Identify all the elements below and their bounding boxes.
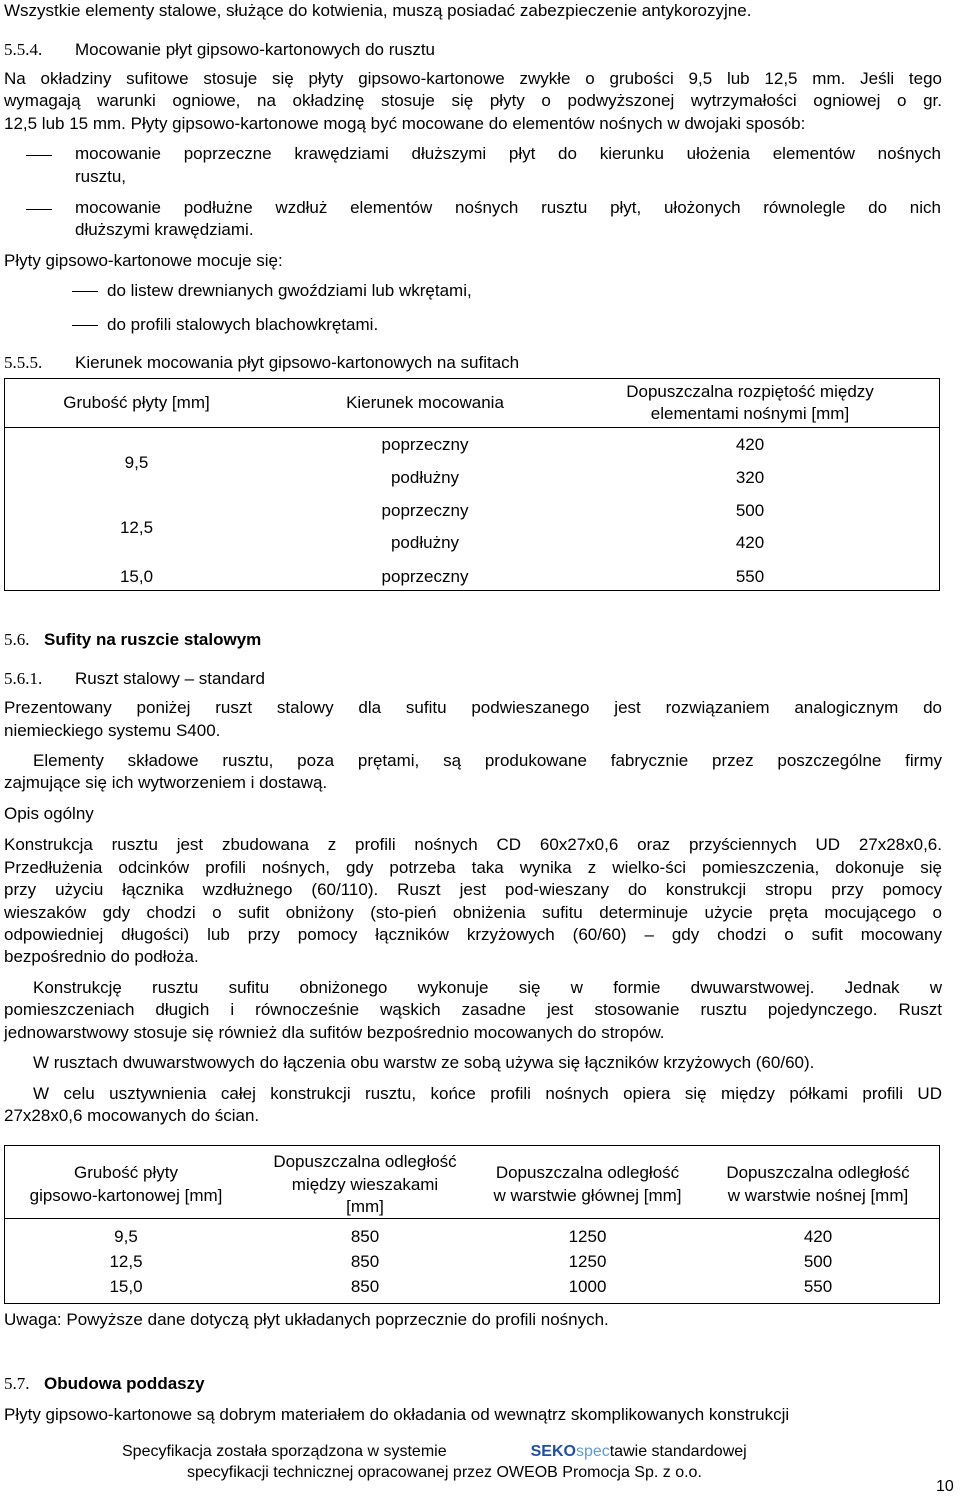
- section-number: 5.7.: [4, 1374, 30, 1393]
- table-cell: 850: [350, 1227, 380, 1246]
- table-cell-direction: poprzeczny: [381, 435, 469, 454]
- footer-text: Specyfikacja została sporządzona w systemie: [122, 1443, 447, 1460]
- section-title: Sufity na ruszcie stalowym: [44, 630, 262, 649]
- table-cell: 1000: [568, 1277, 607, 1296]
- section-title: Obudowa poddaszy: [44, 1374, 205, 1393]
- table-cell-value: 320: [735, 468, 765, 487]
- paragraph-line: Konstrukcja rusztu jest zbudowana z profili nośnych CD 60x27x0,6 oraz przyściennych UD 27x28x0,6.: [4, 835, 942, 854]
- paragraph-line: wymagają warunki ogniowe, na okładzinę stosuje się płyty o podwyższonej wytrzymałości ogniowej o gr.: [4, 91, 942, 110]
- table-cell: 12,5: [109, 1252, 143, 1271]
- footer-line: [122, 1441, 747, 1463]
- paragraph-line: jednowarstwowy stosuje się również dla sufitów bezpośrednio mocowanych do stropów.: [4, 1023, 665, 1042]
- table-header: Dopuszczalna odległość: [726, 1163, 910, 1182]
- paragraph-line: Przedłużenia odcinków profili nośnych, gdy potrzeba taka wynika z wielko-ści pomieszczenia, dokonuje się: [4, 858, 942, 877]
- bullet-text: rusztu,: [75, 167, 127, 186]
- paragraph-line: bezpośrednio do podłoża.: [4, 947, 199, 966]
- bullet-text: do profili stalowych blachowkrętami.: [107, 315, 379, 334]
- paragraph-line: Prezentowany poniżej ruszt stalowy dla sufitu podwieszanego jest rozwiązaniem analogicznym do: [4, 698, 942, 717]
- table-cell-thickness: 12,5: [119, 518, 154, 537]
- dash-bullet: [72, 291, 98, 292]
- table-cell: 850: [350, 1252, 380, 1271]
- dash-bullet: [26, 209, 52, 210]
- section-title: Ruszt stalowy – standard: [75, 669, 265, 688]
- paragraph-line: Elementy składowe rusztu, poza prętami, są produkowane fabrycznie przez poszczególne firmy: [33, 751, 942, 770]
- table-cell-value: 550: [735, 567, 765, 586]
- table-header: elementami nośnymi [mm]: [650, 404, 850, 423]
- dash-bullet: [26, 155, 52, 156]
- table-header: w warstwie nośnej [mm]: [727, 1186, 909, 1205]
- section-number: 5.5.5.: [4, 353, 43, 372]
- table-header: [mm]: [346, 1197, 384, 1216]
- table-cell: 15,0: [109, 1277, 143, 1296]
- table-header: Dopuszczalna rozpiętość między: [626, 382, 874, 401]
- bullet-text: mocowanie poprzeczne krawędziami dłuższymi płyt do kierunku ułożenia elementów nośnych: [75, 144, 941, 163]
- section-number: 5.6.1.: [4, 669, 43, 688]
- bullet-text: dłuższymi krawędziami.: [75, 220, 254, 239]
- bullet-text: do listew drewnianych gwoździami lub wkrętami,: [107, 281, 472, 300]
- table-header: Grubość płyty: [74, 1163, 178, 1182]
- brand-logo-spec: spec: [575, 1443, 610, 1460]
- paragraph-line: wieszaków gdy chodzi o sufit obniżony (sto-pień obniżenia sufitu determinuje użycie pręta mocującego o: [4, 903, 942, 922]
- table-cell: 550: [803, 1277, 833, 1296]
- table-note: Uwaga: Powyższe dane dotyczą płyt układanych poprzecznie do profili nośnych.: [4, 1310, 609, 1329]
- table-cell: 1250: [568, 1227, 607, 1246]
- paragraph-line: Konstrukcję rusztu sufitu obniżonego wykonuje się w formie dwuwarstwowej. Jednak w: [33, 978, 942, 997]
- section-number: 5.5.4.: [4, 40, 43, 59]
- table-cell-value: 500: [735, 501, 765, 520]
- table-header: w warstwie głównej [mm]: [493, 1186, 682, 1205]
- paragraph-line: przy użyciu łącznika wzdłużnego (60/110). Ruszt jest pod-wieszany do konstrukcji stropu przy pomocy: [4, 880, 942, 899]
- paragraph-line: Opis ogólny: [4, 804, 94, 823]
- footer-text: tawie standardowej: [609, 1443, 747, 1460]
- table-cell: 850: [350, 1277, 380, 1296]
- table-cell-value: 420: [735, 533, 765, 552]
- table-header: Grubość płyty [mm]: [63, 393, 210, 412]
- table-cell-direction: podłużny: [390, 468, 460, 487]
- table-cell: 1250: [568, 1252, 607, 1271]
- paragraph-line: Płyty gipsowo-kartonowe są dobrym materiałem do okładania od wewnątrz skomplikowanych konstrukcji: [4, 1405, 790, 1424]
- paragraph-line: pomieszczeniach długich i równocześnie wąskich zasadne jest stosowanie rusztu pojedynczego. Ruszt: [4, 1000, 942, 1019]
- table-cell-value: 420: [735, 435, 765, 454]
- paragraph-line: odpowiedniej długości) lub przy pomocy łączników krzyżowych (60/60) – gdy chodzi o sufit mocowany: [4, 925, 942, 944]
- paragraph-line: zajmujące się ich wytworzeniem i dostawą.: [4, 773, 328, 792]
- table-header: między wieszakami: [291, 1175, 439, 1194]
- page-number: 10: [936, 1478, 954, 1495]
- bullet-text: mocowanie podłużne wzdłuż elementów nośnych rusztu płyt, ułożonych równolegle do nich: [75, 198, 941, 217]
- paragraph-line: 12,5 lub 15 mm. Płyty gipsowo-kartonowe mogą być mocowane do elementów nośnych w dwojaki sposób:: [4, 114, 806, 133]
- text-line: Wszystkie elementy stalowe, służące do kotwienia, muszą posiadać zabezpieczenie antykorozyjne.: [4, 1, 752, 20]
- footer-line: specyfikacji technicznej opracowanej przez OWEOB Promocja Sp. z o.o.: [187, 1464, 702, 1481]
- paragraph-line: niemieckiego systemu S400.: [4, 721, 221, 740]
- table-cell: 500: [803, 1252, 833, 1271]
- table-border: [939, 378, 940, 590]
- section-number: 5.6.: [4, 630, 30, 649]
- table-border: [4, 1218, 940, 1219]
- table-border: [4, 427, 940, 428]
- section-title: Kierunek mocowania płyt gipsowo-kartonowych na sufitach: [75, 353, 520, 372]
- table-border: [4, 1145, 940, 1146]
- table-border: [4, 590, 940, 591]
- paragraph-line: Płyty gipsowo-kartonowe mocuje się:: [4, 251, 283, 270]
- paragraph-line: W rusztach dwuwarstwowych do łączenia obu warstw ze sobą używa się łączników krzyżowych (60/60).: [33, 1053, 815, 1072]
- table-cell-thickness: 9,5: [124, 453, 149, 472]
- brand-logo-seko: SEKO: [530, 1443, 576, 1460]
- table-header: Dopuszczalna odległość: [495, 1163, 680, 1182]
- paragraph-line: Na okładziny sufitowe stosuje się płyty gipsowo-kartonowe zwykłe o grubości 9,5 lub 12,5 mm. Jeśli tego: [4, 69, 942, 88]
- table-cell: 9,5: [114, 1227, 138, 1246]
- table-header: gipsowo-kartonowej [mm]: [29, 1186, 223, 1205]
- paragraph-line: 27x28x0,6 mocowanych do ścian.: [4, 1106, 260, 1125]
- table-border: [4, 378, 940, 379]
- table-cell-direction: poprzeczny: [381, 501, 469, 520]
- table-border: [4, 1303, 940, 1304]
- section-title: Mocowanie płyt gipsowo-kartonowych do rusztu: [75, 40, 436, 59]
- table-header: Dopuszczalna odległość: [273, 1152, 457, 1171]
- table-cell-thickness: 15,0: [119, 567, 154, 586]
- table-cell: 420: [803, 1227, 833, 1246]
- table-header: Kierunek mocowania: [346, 393, 504, 412]
- table-cell-direction: poprzeczny: [381, 567, 469, 586]
- dash-bullet: [72, 325, 98, 326]
- table-border: [939, 1145, 940, 1303]
- table-cell-direction: podłużny: [390, 533, 460, 552]
- paragraph-line: W celu usztywnienia całej konstrukcji rusztu, końce profili nośnych opiera się między półkami profili UD: [33, 1084, 942, 1103]
